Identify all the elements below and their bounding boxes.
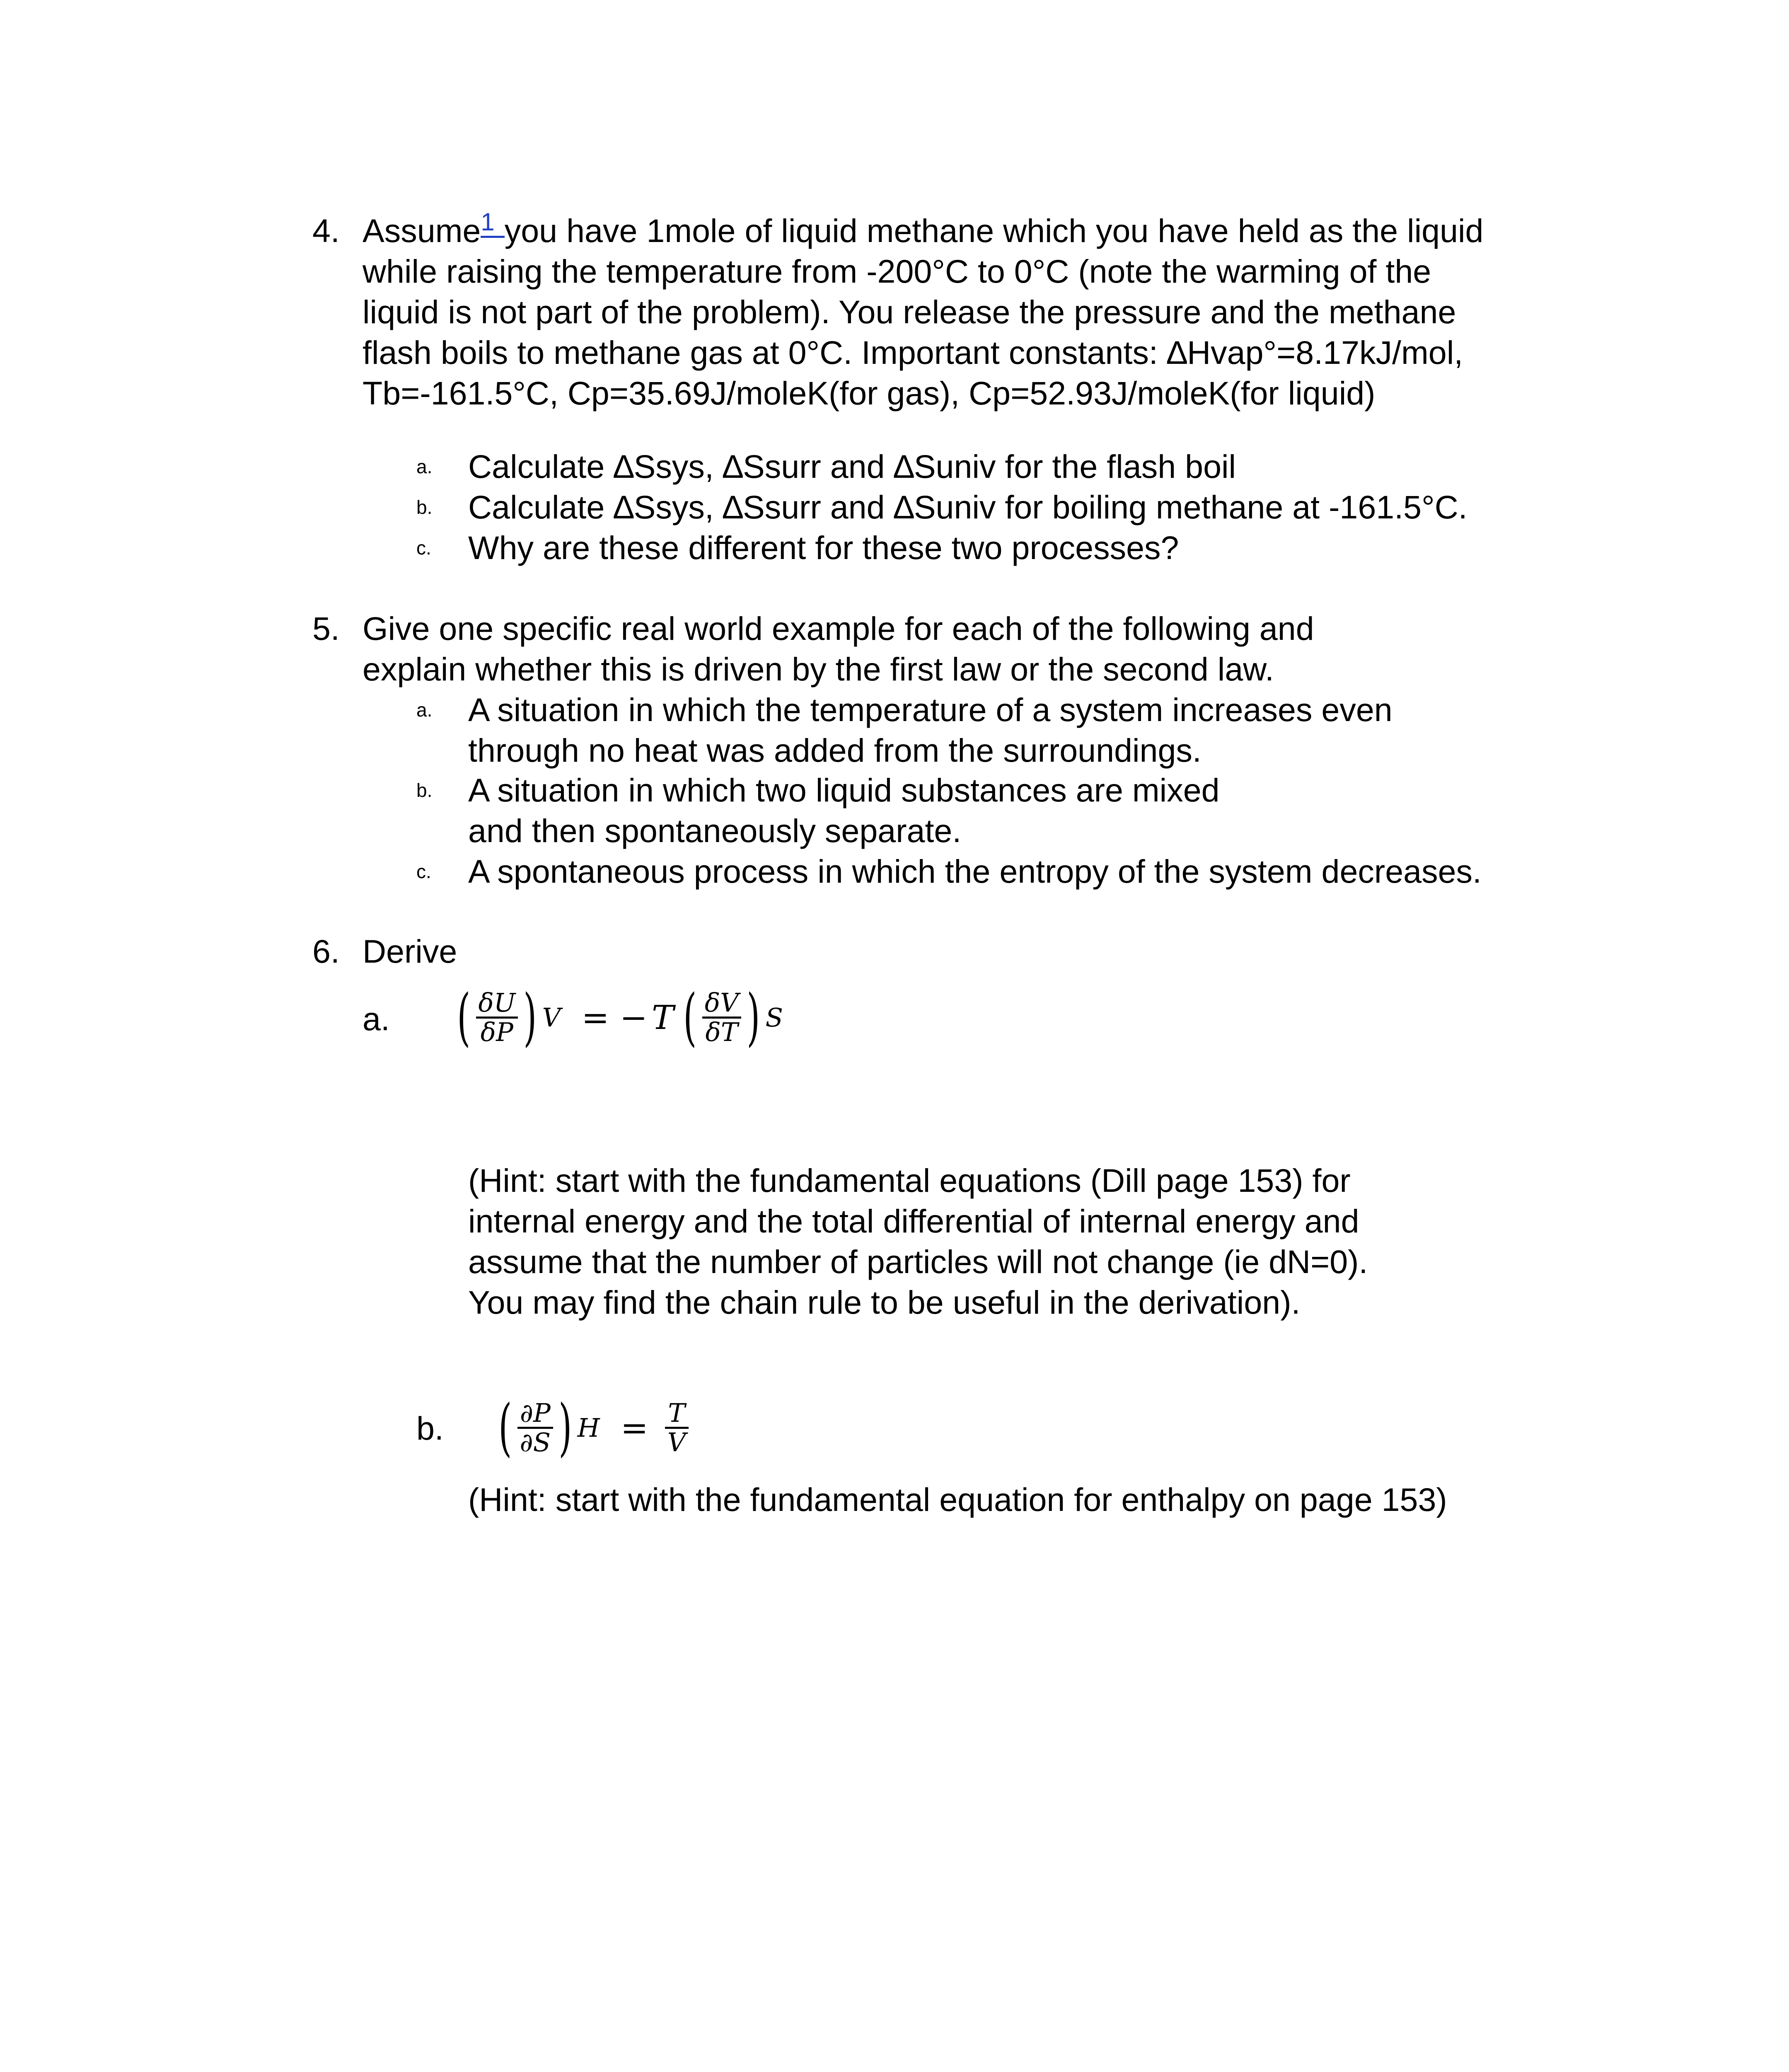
- hint-6a-line-3: assume that the number of particles will not change (ie dN=0).: [468, 1243, 1368, 1280]
- denominator-3: ∂S: [520, 1427, 551, 1457]
- denominator-4: V: [667, 1427, 686, 1457]
- right-paren-2: ): [747, 981, 760, 1053]
- question-4b-label: b.: [416, 496, 433, 518]
- hint-6a-line-1: (Hint: start with the fundamental equations (Dill page 153) for: [468, 1162, 1351, 1199]
- numerator-3: ∂P: [517, 1399, 554, 1429]
- equation-6b: [493, 1384, 689, 1471]
- subscript-S: S: [765, 1002, 783, 1033]
- question-4c-text: Why are these different for these two processes?: [468, 529, 1179, 566]
- question-5-line-2: explain whether this is driven by the first law or the second law.: [363, 651, 1274, 687]
- numerator-4: T: [665, 1399, 689, 1429]
- question-5a-line-2: through no heat was added from the surroundings.: [468, 732, 1202, 769]
- question-5c-line-1: A spontaneous process in which the entropy of the system decreases.: [468, 853, 1482, 890]
- question-6b-label: b.: [416, 1410, 444, 1447]
- fraction-dP-dS: [517, 1399, 554, 1456]
- equation-6a: [452, 974, 783, 1061]
- fraction-T-V: [665, 1399, 689, 1456]
- question-5a-line-1: A situation in which the temperature of a system increases even: [468, 691, 1393, 728]
- question-4-line-1-start: Assume: [363, 212, 481, 249]
- left-paren-2: (: [683, 981, 697, 1053]
- right-paren-3: ): [558, 1392, 572, 1464]
- footnote-reference-link[interactable]: 1: [481, 208, 504, 238]
- question-6a-label: a.: [363, 1000, 390, 1037]
- question-4-number: 4.: [312, 212, 340, 249]
- question-5-line-1: Give one specific real world example for each of the following and: [363, 610, 1314, 647]
- question-6-title: Derive: [363, 933, 457, 970]
- question-5b-label: b.: [416, 779, 433, 801]
- factor-T: T: [651, 998, 674, 1037]
- question-4a-label: a.: [416, 456, 433, 477]
- question-4-line-1-end: you have 1mole of liquid methane which you have held as the liquid: [504, 212, 1484, 249]
- left-paren-3: (: [498, 1392, 512, 1464]
- question-5b-line-1: A situation in which two liquid substances are mixed: [468, 772, 1220, 808]
- question-4a-text: Calculate ∆Ssys, ∆Ssurr and ∆Suniv for the flash boil: [468, 448, 1236, 485]
- right-paren: ): [523, 981, 537, 1053]
- numerator: δU: [476, 989, 518, 1019]
- question-5a-label: a.: [416, 699, 433, 721]
- fraction-dU-dP: [476, 989, 518, 1046]
- question-4b-text: Calculate ∆Ssys, ∆Ssurr and ∆Suniv for boiling methane at -161.5°C.: [468, 489, 1467, 525]
- subscript-H: H: [577, 1412, 600, 1443]
- question-4-line-2: while raising the temperature from -200°C to 0°C (note the warming of the: [363, 253, 1431, 290]
- question-4-line-4: flash boils to methane gas at 0°C. Important constants: ∆Hvap°=8.17kJ/mol,: [363, 334, 1463, 371]
- denominator: δP: [480, 1017, 513, 1047]
- hint-6a-line-4: You may find the chain rule to be useful in the derivation).: [468, 1284, 1301, 1321]
- question-4c-label: c.: [416, 537, 431, 559]
- equals-sign: =: [620, 1408, 648, 1447]
- question-4-line-5: Tb=-161.5°C, Cp=35.69J/moleK(for gas), Cp=52.93J/moleK(for liquid): [363, 375, 1376, 411]
- subscript-V: V: [542, 1002, 561, 1033]
- hint-6b: (Hint: start with the fundamental equation for enthalpy on page 153): [468, 1481, 1447, 1518]
- question-4-line-1: [363, 208, 1484, 251]
- fraction-dV-dT: [702, 989, 741, 1046]
- question-5c-label: c.: [416, 861, 431, 882]
- left-paren: (: [457, 981, 471, 1053]
- question-5-number: 5.: [312, 610, 340, 647]
- denominator-2: δT: [705, 1017, 738, 1047]
- question-5b-line-2: and then spontaneously separate.: [468, 812, 962, 849]
- equals-minus: = −: [581, 998, 648, 1037]
- numerator-2: δV: [702, 989, 741, 1019]
- hint-6a-line-2: internal energy and the total differential of internal energy and: [468, 1203, 1359, 1239]
- question-6-number: 6.: [312, 933, 340, 970]
- question-4-line-3: liquid is not part of the problem). You release the pressure and the methane: [363, 293, 1456, 330]
